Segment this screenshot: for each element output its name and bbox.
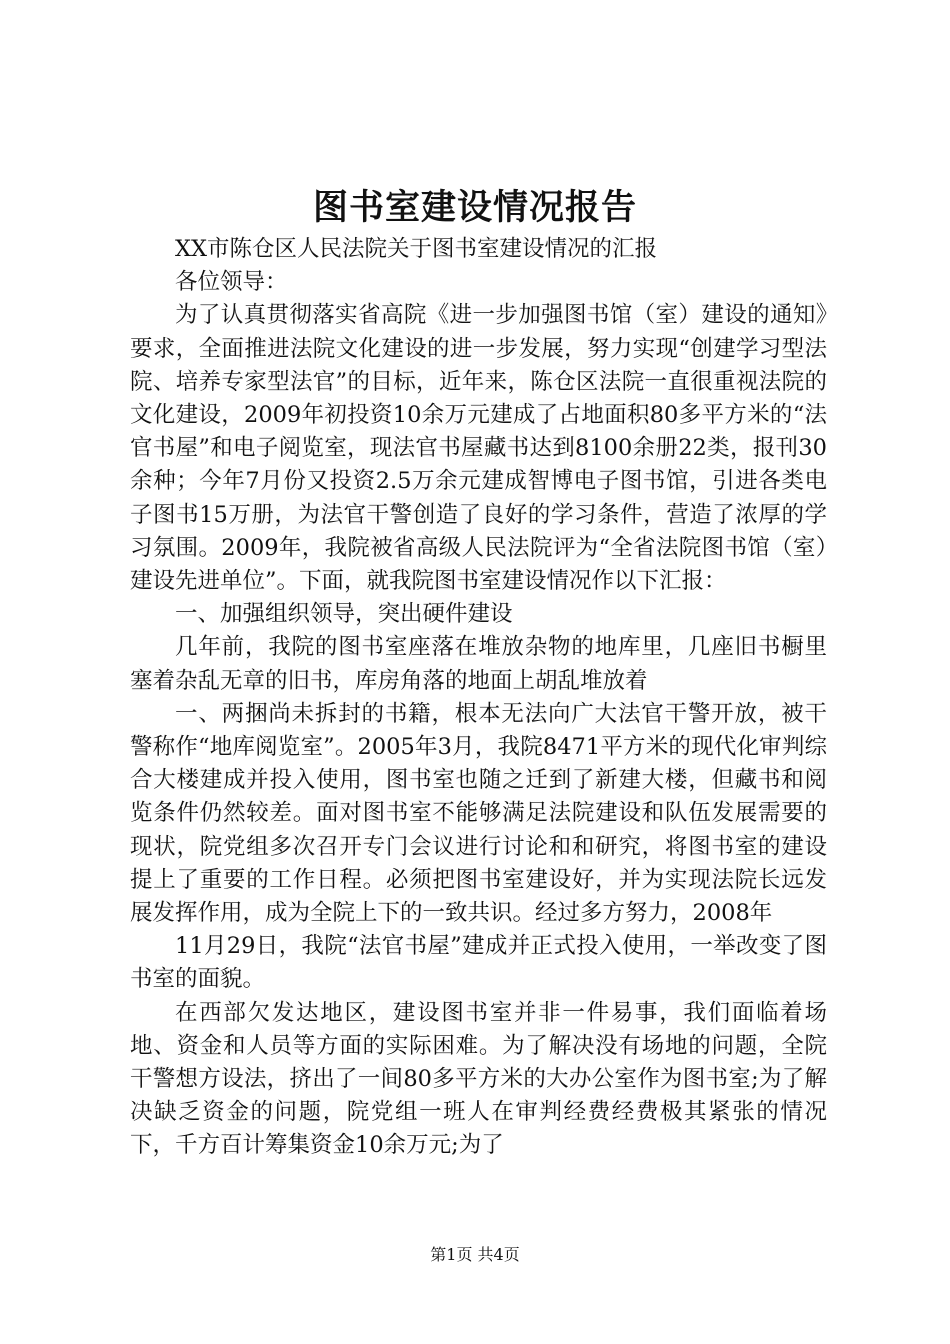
body-paragraph: 在西部欠发达地区，建设图书室并非一件易事，我们面临着场地、资金和人员等方面的实际困难。为了解决没有场地的问题，全院干警想方设法，挤出了一间80多平方米的大办公室作为图书室;为了解决缺乏资金的问题，院党组一班人在审判经费经费极其紧张的情况下，千方百计筹集资金10余万元;为了 [130, 999, 827, 1159]
body-paragraph: 11月29日，我院“法官书屋”建成并正式投入使用，一举改变了图书室的面貌。 [130, 933, 827, 993]
page-footer: 第1页 共4页 [430, 1245, 520, 1264]
document-body [130, 233, 827, 1163]
body-paragraph: 为了认真贯彻落实省高院《进一步加强图书馆（室）建设的通知》要求，全面推进法院文化建设的进一步发展，努力实现“创建学习型法院、培养专家型法官”的目标，近年来，陈仓区法院一直很重视法院的文化建设，2009年初投资10余万元建成了占地面积80多平方米的“法官书屋”和电子阅览室，现法官书屋藏书达到8100余册22类，报刊30余种；今年7月份又投资2.5万余元建成智博电子图书馆，引进各类电子图书15万册，为法官干警创造了良好的学习条件，营造了浓厚的学习氛围。2009年，我院被省高级人民法院评为“全省法院图书馆（室）建设先进单位”。下面，就我院图书室建设情况作以下汇报： [130, 302, 827, 595]
body-paragraph: 几年前，我院的图书室座落在堆放杂物的地库里，几座旧书橱里塞着杂乱无章的旧书，库房角落的地面上胡乱堆放着 [130, 634, 827, 694]
body-paragraph: 各位领导： [175, 269, 288, 296]
body-paragraph: XX市陈仓区人民法院关于图书室建设情况的汇报 [175, 236, 658, 262]
body-paragraph: 一、两捆尚未拆封的书籍，根本无法向广大法官干警开放，被干警称作“地库阅览室”。2005年3月，我院8471平方米的现代化审判综合大楼建成并投入使用，图书室也随之迁到了新建大楼，但藏书和阅览条件仍然较差。面对图书室不能够满足法院建设和队伍发展需要的现状，院党组多次召开专门会议进行讨论和和研究，将图书室的建设提上了重要的工作日程。必须把图书室建设好，并为实现法院长远发展发挥作用，成为全院上下的一致共识。经过多方努力，2008年 [130, 700, 827, 927]
section-heading: 一、加强组织领导，突出硬件建设 [175, 601, 513, 628]
document-title: 图书室建设情况报告 [312, 187, 637, 228]
